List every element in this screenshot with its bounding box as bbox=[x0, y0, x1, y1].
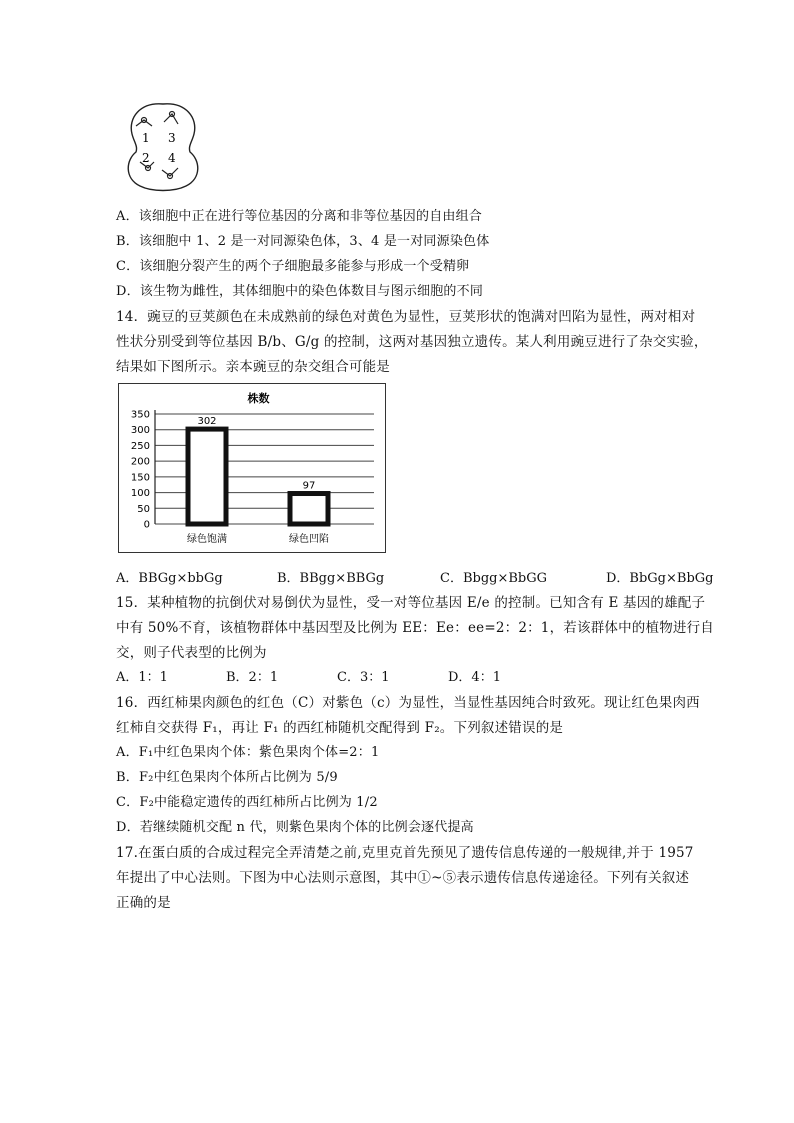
q15-stem-line-1: 15．某种植物的抗倒伏对易倒伏为显性，受一对等位基因 E/e 的控制。已知含有 E 基因的雄配子 bbox=[116, 595, 706, 611]
q17-stem-line-2: 年提出了中心法则。下图为中心法则示意图，其中①~⑤表示遗传信息传递途径。下列有关叙述 bbox=[116, 870, 690, 886]
chromosome-3 bbox=[164, 112, 178, 125]
q16-stem-line-2: 红柿自交获得 F₁，再让 F₁ 的西红柿随机交配得到 F₂。下列叙述错误的是 bbox=[116, 720, 564, 736]
bar bbox=[290, 494, 328, 524]
q17-stem-line-1: 17.在蛋白质的合成过程完全弄清楚之前,克里克首先预见了遗传信息传递的一般规律,并于 1957 bbox=[116, 845, 694, 861]
chromosome-4 bbox=[162, 168, 178, 179]
chart-title: 株数 bbox=[247, 392, 270, 405]
x-tick-label: 绿色饱满 bbox=[187, 534, 227, 545]
q13-option-a: A．该细胞中正在进行等位基因的分离和非等位基因的自由组合 bbox=[116, 209, 482, 224]
q14-option-d: D．BbGg×BbGg bbox=[606, 571, 714, 586]
label-1: 1 bbox=[142, 131, 150, 145]
y-tick-label: 100 bbox=[130, 488, 150, 500]
q16-option-c: C．F₂中能稳定遗传的西红柿所占比例为 1/2 bbox=[116, 795, 378, 810]
y-tick-label: 300 bbox=[130, 425, 150, 437]
q15-stem-line-2: 中有 50%不育，该植物群体中基因型及比例为 EE：Ee：ee=2：2：1，若该群体中的植物进行自 bbox=[116, 620, 714, 636]
y-tick-label: 50 bbox=[137, 503, 150, 515]
y-tick-label: 350 bbox=[130, 409, 150, 421]
q16-option-b: B．F₂中红色果肉个体所占比例为 5/9 bbox=[116, 770, 338, 785]
q16-option-d: D．若继续随机交配 n 代，则紫色果肉个体的比例会逐代提高 bbox=[116, 820, 474, 835]
q13-option-d: D．该生物为雌性，其体细胞中的染色体数目与图示细胞的不同 bbox=[116, 284, 484, 299]
cell-outline bbox=[128, 104, 198, 191]
q14-stem-line-3: 结果如下图所示。亲本豌豆的杂交组合可能是 bbox=[116, 359, 390, 375]
q13-option-b: B．该细胞中 1、2 是一对同源染色体，3、4 是一对同源染色体 bbox=[116, 234, 490, 249]
q15-stem-line-3: 交，则子代表型的比例为 bbox=[116, 645, 267, 661]
q16-stem-line-1: 16．西红柿果肉颜色的红色（C）对紫色（c）为显性，当显性基因纯合时致死。现让红色果肉西 bbox=[116, 695, 700, 711]
q14-option-c: C．Bbgg×BbGG bbox=[440, 571, 548, 586]
y-tick-label: 250 bbox=[130, 440, 150, 452]
data-label: 97 bbox=[302, 480, 316, 492]
label-2: 2 bbox=[142, 151, 150, 165]
q15-option-c: C．3：1 bbox=[337, 670, 390, 685]
q15-option-a: A．1：1 bbox=[116, 670, 168, 685]
y-tick-label: 0 bbox=[143, 519, 150, 531]
bar-chart-svg bbox=[119, 384, 384, 551]
bar bbox=[188, 429, 226, 524]
q14-option-a: A．BBGg×bbGg bbox=[116, 571, 223, 586]
bar-chart bbox=[118, 383, 386, 553]
q14-stem-line-1: 14．豌豆的豆荚颜色在未成熟前的绿色对黄色为显性，豆荚形状的饱满对凹陷为显性，两对相对 bbox=[116, 309, 696, 325]
label-4: 4 bbox=[168, 151, 176, 165]
y-tick-label: 200 bbox=[130, 456, 150, 468]
x-tick-label: 绿色凹陷 bbox=[289, 534, 329, 545]
cell-division-diagram bbox=[118, 100, 208, 192]
q13-option-c: C．该细胞分裂产生的两个子细胞最多能参与形成一个受精卵 bbox=[116, 259, 470, 274]
y-tick-label: 150 bbox=[130, 472, 150, 484]
q14-stem-line-2: 性状分别受到等位基因 B/b、G/g 的控制，这两对基因独立遗传。某人利用豌豆进行了杂交实验， bbox=[116, 334, 708, 350]
q15-option-d: D．4：1 bbox=[448, 670, 501, 685]
q15-option-b: B．2：1 bbox=[226, 670, 279, 685]
data-label: 302 bbox=[197, 416, 217, 428]
chromosome-1 bbox=[136, 118, 152, 127]
q16-option-a: A．F₁中红色果肉个体：紫色果肉个体=2：1 bbox=[116, 745, 380, 760]
q14-option-b: B．BBgg×BBGg bbox=[277, 571, 385, 586]
q17-stem-line-3: 正确的是 bbox=[116, 895, 171, 911]
label-3: 3 bbox=[168, 131, 176, 145]
